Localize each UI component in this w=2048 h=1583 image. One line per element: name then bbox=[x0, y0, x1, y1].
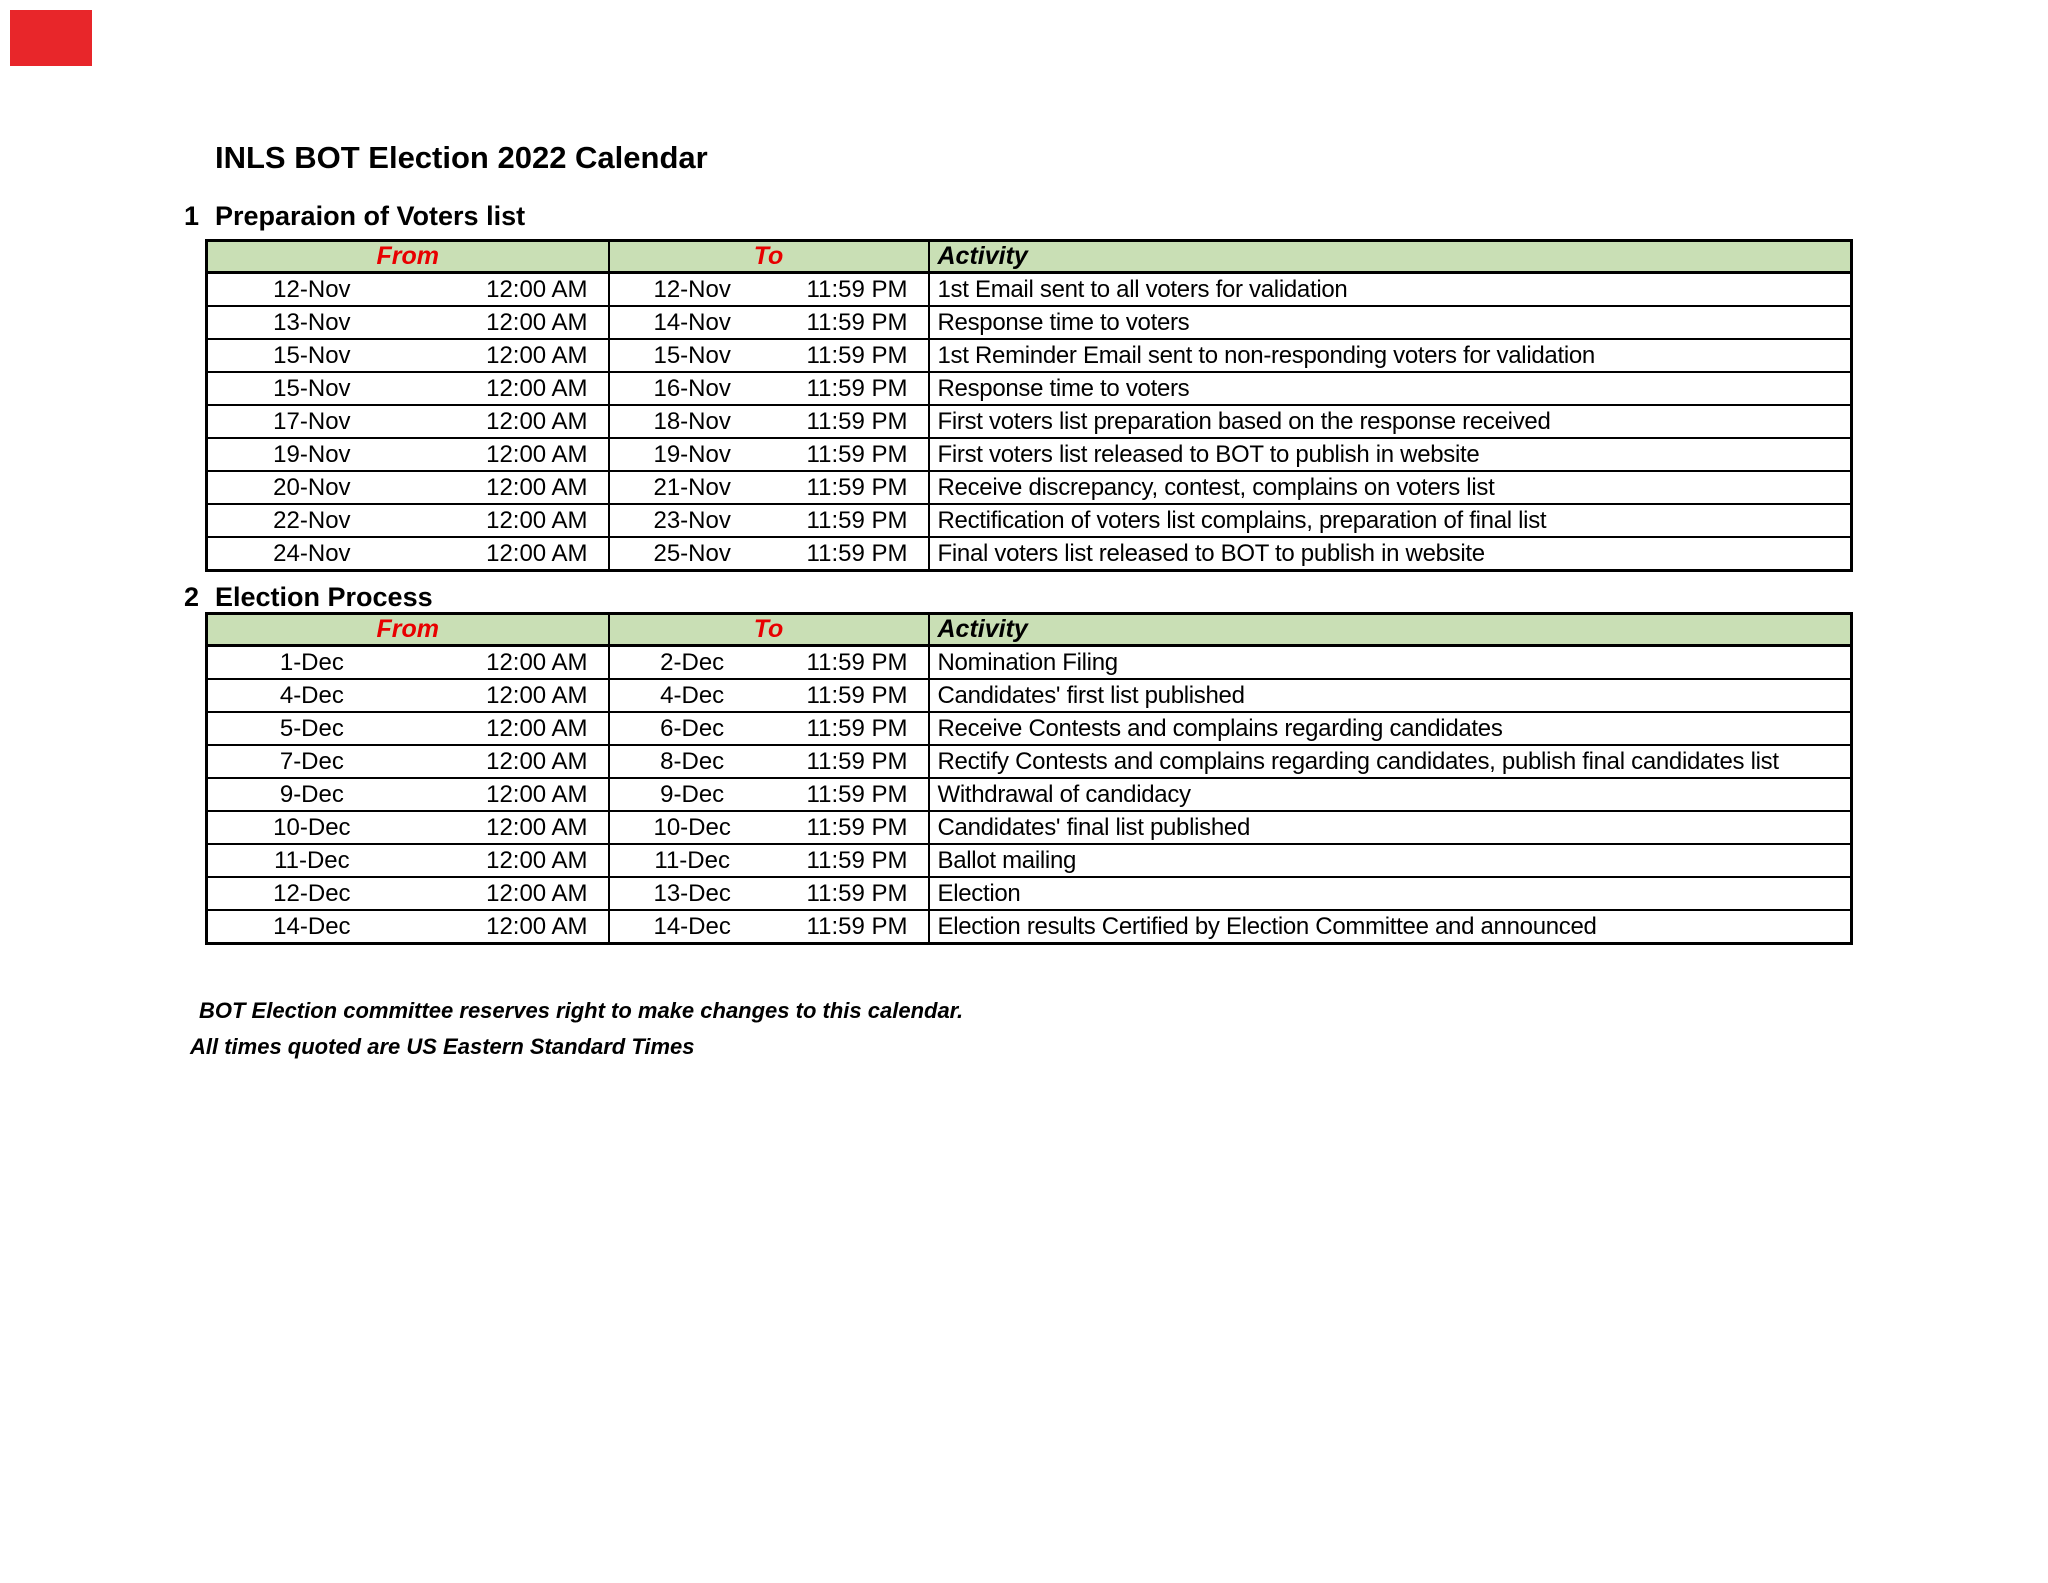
activity-cell: Ballot mailing bbox=[929, 844, 1852, 877]
from-time: 12:00 AM bbox=[486, 275, 588, 303]
table-row bbox=[207, 405, 1852, 438]
from-cell bbox=[207, 745, 609, 778]
activity-cell: Rectification of voters list complains, preparation of final list bbox=[929, 504, 1852, 537]
to-time: 11:59 PM bbox=[806, 681, 908, 709]
to-date: 8-Dec bbox=[660, 747, 725, 775]
from-time: 12:00 AM bbox=[486, 681, 588, 709]
from-date: 14-Dec bbox=[273, 912, 351, 940]
activity-cell: 1st Reminder Email sent to non-responding voters for validation bbox=[929, 339, 1852, 372]
from-cell bbox=[207, 877, 609, 910]
from-date: 20-Nov bbox=[273, 473, 351, 501]
to-cell bbox=[609, 339, 929, 372]
from-column-header: From bbox=[207, 614, 609, 646]
table-row bbox=[207, 679, 1852, 712]
to-cell bbox=[609, 910, 929, 944]
activity-cell: Election results Certified by Election Committee and announced bbox=[929, 910, 1852, 944]
activity-cell: Response time to voters bbox=[929, 306, 1852, 339]
to-time: 11:59 PM bbox=[806, 648, 908, 676]
from-time: 12:00 AM bbox=[486, 308, 588, 336]
section-heading-label: Election Process bbox=[215, 582, 433, 612]
to-time: 11:59 PM bbox=[806, 714, 908, 742]
from-time: 12:00 AM bbox=[486, 473, 588, 501]
to-cell bbox=[609, 679, 929, 712]
from-date: 5-Dec bbox=[279, 714, 344, 742]
to-date: 23-Nov bbox=[653, 506, 731, 534]
section-heading-1 bbox=[184, 201, 525, 232]
from-date: 24-Nov bbox=[273, 539, 351, 567]
to-date: 21-Nov bbox=[653, 473, 731, 501]
activity-cell: Candidates' first list published bbox=[929, 679, 1852, 712]
from-column-header: From bbox=[207, 241, 609, 273]
from-cell bbox=[207, 811, 609, 844]
section-heading-label: Preparaion of Voters list bbox=[215, 201, 526, 231]
to-date: 10-Dec bbox=[653, 813, 731, 841]
to-date: 19-Nov bbox=[653, 440, 731, 468]
to-cell bbox=[609, 372, 929, 405]
page-title: INLS BOT Election 2022 Calendar bbox=[215, 140, 708, 175]
table-row bbox=[207, 471, 1852, 504]
section-number: 2 bbox=[184, 582, 200, 612]
table-row bbox=[207, 372, 1852, 405]
to-cell bbox=[609, 471, 929, 504]
to-cell bbox=[609, 844, 929, 877]
to-time: 11:59 PM bbox=[806, 539, 908, 567]
to-cell bbox=[609, 405, 929, 438]
table-row bbox=[207, 877, 1852, 910]
from-cell bbox=[207, 778, 609, 811]
from-time: 12:00 AM bbox=[486, 780, 588, 808]
activity-cell: Receive Contests and complains regarding candidates bbox=[929, 712, 1852, 745]
to-date: 4-Dec bbox=[660, 681, 725, 709]
section-heading-2 bbox=[184, 582, 433, 613]
to-time: 11:59 PM bbox=[806, 912, 908, 940]
to-date: 14-Nov bbox=[653, 308, 731, 336]
from-cell bbox=[207, 405, 609, 438]
from-date: 15-Nov bbox=[273, 341, 351, 369]
from-cell bbox=[207, 646, 609, 680]
table-row bbox=[207, 537, 1852, 571]
to-time: 11:59 PM bbox=[806, 747, 908, 775]
from-cell bbox=[207, 471, 609, 504]
table-header-row bbox=[207, 614, 1852, 646]
to-time: 11:59 PM bbox=[806, 308, 908, 336]
to-time: 11:59 PM bbox=[806, 275, 908, 303]
footer-note-2: All times quoted are US Eastern Standard Times bbox=[190, 1034, 695, 1059]
to-cell bbox=[609, 811, 929, 844]
to-date: 6-Dec bbox=[660, 714, 725, 742]
activity-cell: Response time to voters bbox=[929, 372, 1852, 405]
activity-column-header: Activity bbox=[929, 241, 1852, 273]
table-row bbox=[207, 339, 1852, 372]
voters-list-table bbox=[205, 239, 1853, 572]
to-date: 12-Nov bbox=[653, 275, 731, 303]
activity-cell: First voters list preparation based on the response received bbox=[929, 405, 1852, 438]
from-time: 12:00 AM bbox=[486, 440, 588, 468]
from-date: 9-Dec bbox=[279, 780, 344, 808]
to-cell bbox=[609, 273, 929, 307]
to-time: 11:59 PM bbox=[806, 780, 908, 808]
activity-cell: Nomination Filing bbox=[929, 646, 1852, 680]
to-cell bbox=[609, 712, 929, 745]
activity-cell: First voters list released to BOT to publish in website bbox=[929, 438, 1852, 471]
to-time: 11:59 PM bbox=[806, 813, 908, 841]
to-column-header: To bbox=[609, 241, 929, 273]
table-row bbox=[207, 646, 1852, 680]
from-time: 12:00 AM bbox=[486, 879, 588, 907]
activity-cell: Election bbox=[929, 877, 1852, 910]
to-date: 13-Dec bbox=[653, 879, 731, 907]
to-time: 11:59 PM bbox=[806, 440, 908, 468]
to-cell bbox=[609, 504, 929, 537]
to-cell bbox=[609, 306, 929, 339]
to-date: 14-Dec bbox=[653, 912, 731, 940]
to-time: 11:59 PM bbox=[806, 846, 908, 874]
from-time: 12:00 AM bbox=[486, 648, 588, 676]
to-cell bbox=[609, 745, 929, 778]
to-column-header: To bbox=[609, 614, 929, 646]
from-date: 15-Nov bbox=[273, 374, 351, 402]
activity-cell: Candidates' final list published bbox=[929, 811, 1852, 844]
from-date: 19-Nov bbox=[273, 440, 351, 468]
table-row bbox=[207, 811, 1852, 844]
from-time: 12:00 AM bbox=[486, 374, 588, 402]
to-time: 11:59 PM bbox=[806, 341, 908, 369]
from-time: 12:00 AM bbox=[486, 912, 588, 940]
to-cell bbox=[609, 537, 929, 571]
footer-notes bbox=[190, 993, 963, 1065]
to-date: 11-Dec bbox=[654, 846, 730, 874]
from-cell bbox=[207, 844, 609, 877]
to-cell bbox=[609, 646, 929, 680]
table-row bbox=[207, 306, 1852, 339]
from-date: 1-Dec bbox=[279, 648, 344, 676]
to-date: 25-Nov bbox=[653, 539, 731, 567]
activity-cell: Withdrawal of candidacy bbox=[929, 778, 1852, 811]
from-date: 11-Dec bbox=[274, 846, 350, 874]
from-cell bbox=[207, 273, 609, 307]
red-marker-box bbox=[10, 10, 92, 66]
table-row bbox=[207, 438, 1852, 471]
from-time: 12:00 AM bbox=[486, 539, 588, 567]
table-row bbox=[207, 910, 1852, 944]
table-row bbox=[207, 745, 1852, 778]
to-cell bbox=[609, 438, 929, 471]
activity-cell: Receive discrepancy, contest, complains on voters list bbox=[929, 471, 1852, 504]
table-row bbox=[207, 712, 1852, 745]
from-date: 12-Dec bbox=[273, 879, 351, 907]
table-row bbox=[207, 273, 1852, 307]
from-date: 17-Nov bbox=[273, 407, 351, 435]
from-cell bbox=[207, 339, 609, 372]
table-row bbox=[207, 778, 1852, 811]
table-row bbox=[207, 504, 1852, 537]
to-time: 11:59 PM bbox=[806, 374, 908, 402]
from-time: 12:00 AM bbox=[486, 341, 588, 369]
from-time: 12:00 AM bbox=[486, 813, 588, 841]
from-cell bbox=[207, 504, 609, 537]
from-date: 4-Dec bbox=[279, 681, 344, 709]
from-cell bbox=[207, 306, 609, 339]
from-date: 22-Nov bbox=[273, 506, 351, 534]
table-header-row bbox=[207, 241, 1852, 273]
from-cell bbox=[207, 372, 609, 405]
from-cell bbox=[207, 438, 609, 471]
from-date: 13-Nov bbox=[273, 308, 351, 336]
to-time: 11:59 PM bbox=[806, 407, 908, 435]
footer-note-1: BOT Election committee reserves right to make changes to this calendar. bbox=[199, 998, 964, 1023]
from-cell bbox=[207, 537, 609, 571]
from-cell bbox=[207, 679, 609, 712]
from-time: 12:00 AM bbox=[486, 714, 588, 742]
to-cell bbox=[609, 778, 929, 811]
to-date: 9-Dec bbox=[660, 780, 725, 808]
to-date: 16-Nov bbox=[653, 374, 731, 402]
to-date: 18-Nov bbox=[653, 407, 731, 435]
activity-cell: Final voters list released to BOT to publish in website bbox=[929, 537, 1852, 571]
from-date: 7-Dec bbox=[279, 747, 344, 775]
to-time: 11:59 PM bbox=[806, 473, 908, 501]
table-row bbox=[207, 844, 1852, 877]
from-time: 12:00 AM bbox=[486, 747, 588, 775]
from-date: 12-Nov bbox=[273, 275, 351, 303]
from-cell bbox=[207, 910, 609, 944]
section-number: 1 bbox=[184, 201, 200, 231]
to-time: 11:59 PM bbox=[806, 506, 908, 534]
from-cell bbox=[207, 712, 609, 745]
activity-column-header: Activity bbox=[929, 614, 1852, 646]
election-process-table bbox=[205, 612, 1853, 945]
activity-cell: Rectify Contests and complains regarding candidates, publish final candidates list bbox=[929, 745, 1852, 778]
from-time: 12:00 AM bbox=[486, 407, 588, 435]
to-date: 2-Dec bbox=[660, 648, 725, 676]
to-cell bbox=[609, 877, 929, 910]
to-time: 11:59 PM bbox=[806, 879, 908, 907]
from-time: 12:00 AM bbox=[486, 506, 588, 534]
from-date: 10-Dec bbox=[273, 813, 351, 841]
from-time: 12:00 AM bbox=[486, 846, 588, 874]
to-date: 15-Nov bbox=[653, 341, 731, 369]
activity-cell: 1st Email sent to all voters for validation bbox=[929, 273, 1852, 307]
